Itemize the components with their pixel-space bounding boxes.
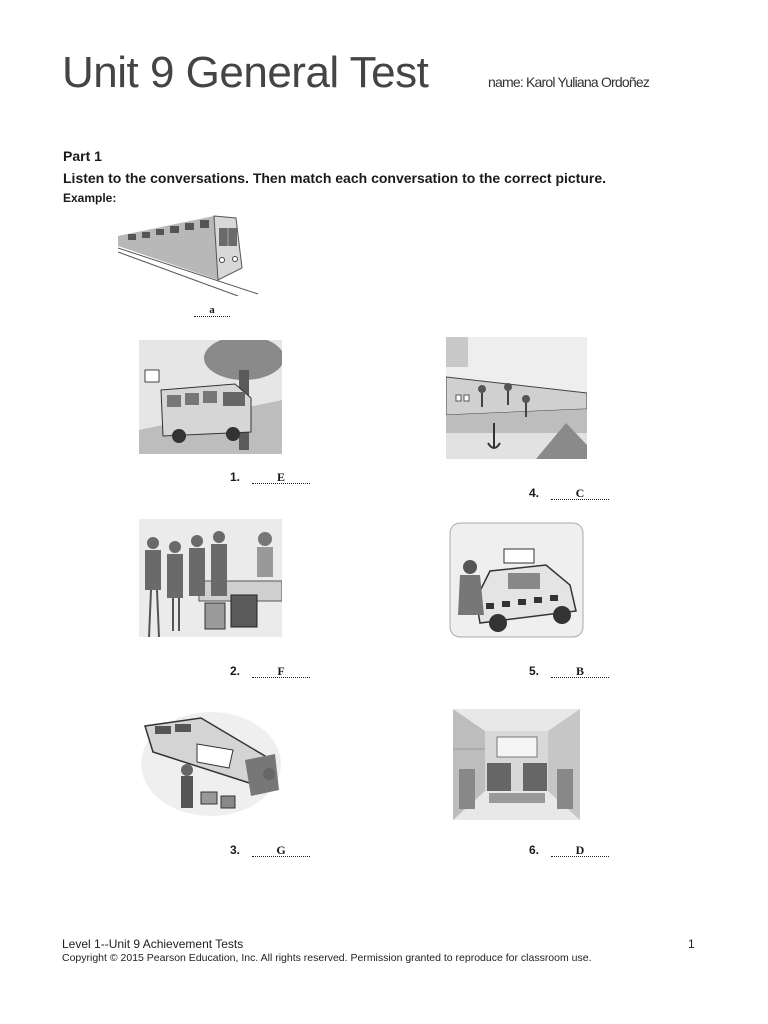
train-interior-icon (453, 709, 580, 820)
question-number: 6. (529, 843, 540, 857)
answer-value: B (551, 665, 609, 678)
question-number: 1. (230, 470, 241, 484)
question-number: 4. (529, 486, 540, 500)
answer-value: C (551, 487, 609, 500)
question-number: 5. (529, 664, 540, 678)
instructions: Listen to the conversations. Then match each conversation to the correct picture. (63, 170, 607, 186)
example-label: Example: (63, 191, 117, 205)
footer-source: Level 1--Unit 9 Achievement Tests (62, 937, 244, 951)
student-name: name: Karol Yuliana Ordoñez (488, 74, 650, 90)
example-answer (194, 302, 230, 317)
answer-value: E (252, 471, 310, 484)
train-icon (118, 208, 264, 296)
ship-icon (446, 337, 587, 459)
answer-2 (230, 664, 310, 678)
airport-checkin-icon (139, 519, 282, 637)
taxi-icon (446, 519, 587, 641)
question-number: 3. (230, 843, 241, 857)
answer-value: F (252, 665, 310, 678)
footer-copyright: Copyright © 2015 Pearson Education, Inc. All rights reserved. Permission granted to reproduce for classroom use. (62, 952, 592, 964)
question-number: 2. (230, 664, 241, 678)
part-heading: Part 1 (63, 148, 102, 164)
limousine-icon (141, 704, 282, 818)
answer-1 (230, 470, 310, 484)
answer-4 (529, 486, 609, 500)
answer-5 (529, 664, 609, 678)
bus-icon (139, 340, 282, 454)
answer-value: G (252, 844, 310, 857)
example-answer-value: a (194, 304, 230, 317)
answer-6 (529, 843, 609, 857)
answer-value: D (551, 844, 609, 857)
page-number: 1 (688, 937, 695, 951)
page-title: Unit 9 General Test (62, 48, 429, 97)
answer-3 (230, 843, 310, 857)
